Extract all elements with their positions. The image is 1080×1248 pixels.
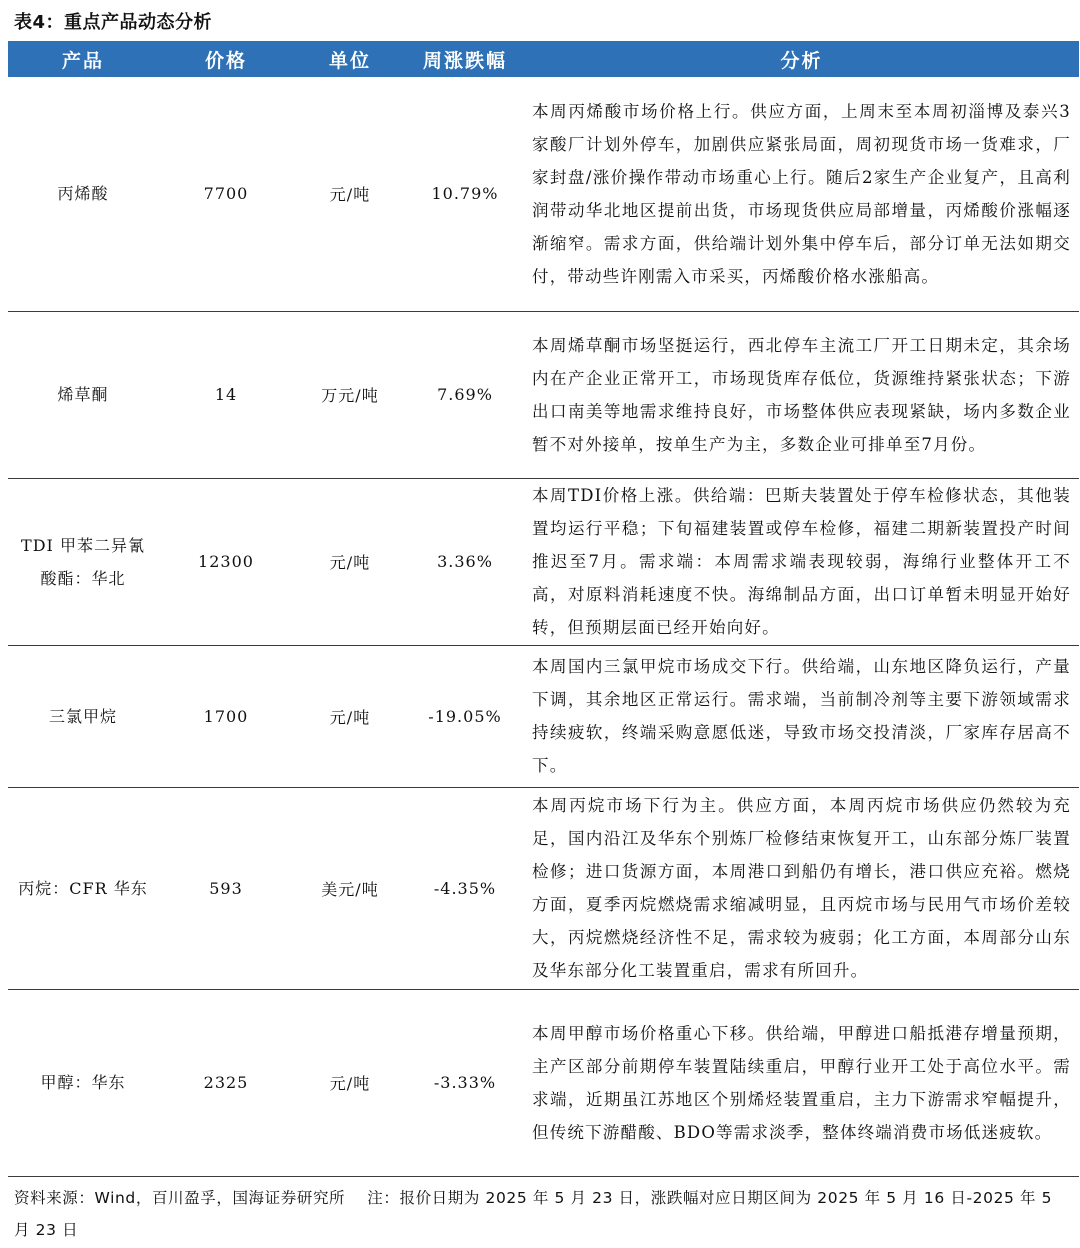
table-row bbox=[8, 989, 1079, 1176]
product-unit: 美元/吨 bbox=[321, 879, 379, 899]
product-name: 丙烷：CFR 华东 bbox=[18, 878, 148, 898]
product-change: -4.35% bbox=[433, 878, 497, 898]
table-footer bbox=[14, 1182, 1070, 1246]
header-unit: 单位 bbox=[328, 49, 371, 72]
product-unit: 万元/吨 bbox=[321, 386, 379, 405]
table-row bbox=[8, 478, 1079, 645]
product-unit: 元/吨 bbox=[329, 1074, 371, 1093]
table-row bbox=[8, 787, 1079, 989]
header-analysis: 分析 bbox=[780, 49, 823, 72]
product-analysis: 本周TDI价格上涨。供给端：巴斯夫装置处于停车检修状态，其他装置均运行平稳；下旬福建装置或停车检修，福建二期新装置投产时间推迟至7月。需求端：本周需求端表现较弱，海绵行业整体开工不高，对原料消耗速度不快。海绵制品方面，出口订单暂未明显开始好转，但预期层面已经开始向好。 bbox=[532, 486, 1071, 637]
product-change: 10.79% bbox=[431, 184, 499, 204]
header-price: 价格 bbox=[204, 49, 247, 72]
product-analysis: 本周丙烷市场下行为主。供应方面，本周丙烷市场供应仍然较为充足，国内沿江及华东个别炼厂检修结束恢复开工，山东部分炼厂装置检修；进口货源方面，本周港口到船仍有增长，港口供应充裕。燃烧方面，夏季丙烷燃烧需求缩减明显，且丙烷市场与民用气市场价差较大，丙烷燃烧经济性不足，需求较为疲弱；化工方面，本周部分山东及华东部分化工装置重启，需求有所回升。 bbox=[532, 796, 1071, 980]
product-name: 烯草酮 bbox=[57, 385, 109, 404]
product-name: 三氯甲烷 bbox=[48, 706, 117, 726]
product-analysis: 本周甲醇市场价格重心下移。供给端，甲醇进口船抵港存增量预期，主产区部分前期停车装置陆续重启，甲醇行业开工处于高位水平。需求端，近期虽江苏地区个别烯烃装置重启，主力下游需求窄幅提升，但传统下游醋酸、BDO等需求淡季，整体终端消费市场低迷疲软。 bbox=[532, 1023, 1071, 1142]
product-unit: 元/吨 bbox=[329, 707, 371, 727]
product-name: 甲醇：华东 bbox=[40, 1073, 126, 1092]
product-analysis: 本周国内三氯甲烷市场成交下行。供给端，山东地区降负运行，产量下调，其余地区正常运行。需求端，当前制冷剂等主要下游领域需求持续疲软，终端采购意愿低迷，导致市场交投清淡，厂家库存居高不下。 bbox=[532, 657, 1071, 775]
source-note: 资料来源：Wind，百川盈孚，国海证券研究所 bbox=[14, 1189, 346, 1207]
product-analysis: 本周丙烯酸市场价格上行。供应方面，上周末至本周初淄博及泰兴3家酸厂计划外停车，加剧供应紧张局面，周初现货市场一货难求，厂家封盘/涨价操作带动市场重心上行。随后2家生产企业复产，且高利润带动华北地区提前出货，市场现货供应局部增量，丙烯酸价涨幅逐渐缩窄。需求方面，供给端计划外集中停车后，部分订单无法如期交付，带动些许刚需入市采买，丙烯酸价格水涨船高。 bbox=[532, 101, 1071, 286]
table-row bbox=[8, 77, 1079, 311]
product-price: 1700 bbox=[203, 706, 249, 726]
product-price: 593 bbox=[209, 878, 243, 898]
product-change: -19.05% bbox=[428, 706, 502, 726]
product-name: 丙烯酸 bbox=[57, 184, 109, 204]
product-unit: 元/吨 bbox=[329, 553, 371, 572]
date-note: 注：报价日期为 2025 年 5 月 23 日，涨跌幅对应日期区间为 2025 年 5 月 16 日-2025 年 5 月 23 日 bbox=[14, 1189, 1053, 1239]
product-name: TDI 甲苯二异氰酸酯：华北 bbox=[21, 535, 145, 588]
product-change: 3.36% bbox=[437, 552, 493, 571]
product-price: 7700 bbox=[203, 184, 249, 204]
product-price: 14 bbox=[214, 385, 238, 404]
product-change: -3.33% bbox=[433, 1073, 497, 1092]
header-product: 产品 bbox=[61, 49, 104, 72]
product-change: 7.69% bbox=[437, 385, 493, 404]
product-price: 12300 bbox=[198, 552, 254, 571]
product-analysis: 本周烯草酮市场坚挺运行，西北停车主流工厂开工日期未定，其余场内在产企业正常开工，市场现货库存低位，货源维持紧张状态；下游出口南美等地需求维持良好，市场整体供应表现紧缺，场内多数企业暂不对外接单，按单生产为主，多数企业可排单至7月份。 bbox=[532, 335, 1071, 454]
product-price: 2325 bbox=[203, 1073, 249, 1092]
table-row bbox=[8, 645, 1079, 787]
header-change: 周涨跌幅 bbox=[422, 49, 507, 72]
table-header-row bbox=[8, 41, 1079, 77]
product-unit: 元/吨 bbox=[329, 185, 371, 205]
table-row bbox=[8, 311, 1079, 478]
table-title: 表4：重点产品动态分析 bbox=[14, 12, 213, 33]
product-analysis-table bbox=[8, 41, 1079, 1177]
